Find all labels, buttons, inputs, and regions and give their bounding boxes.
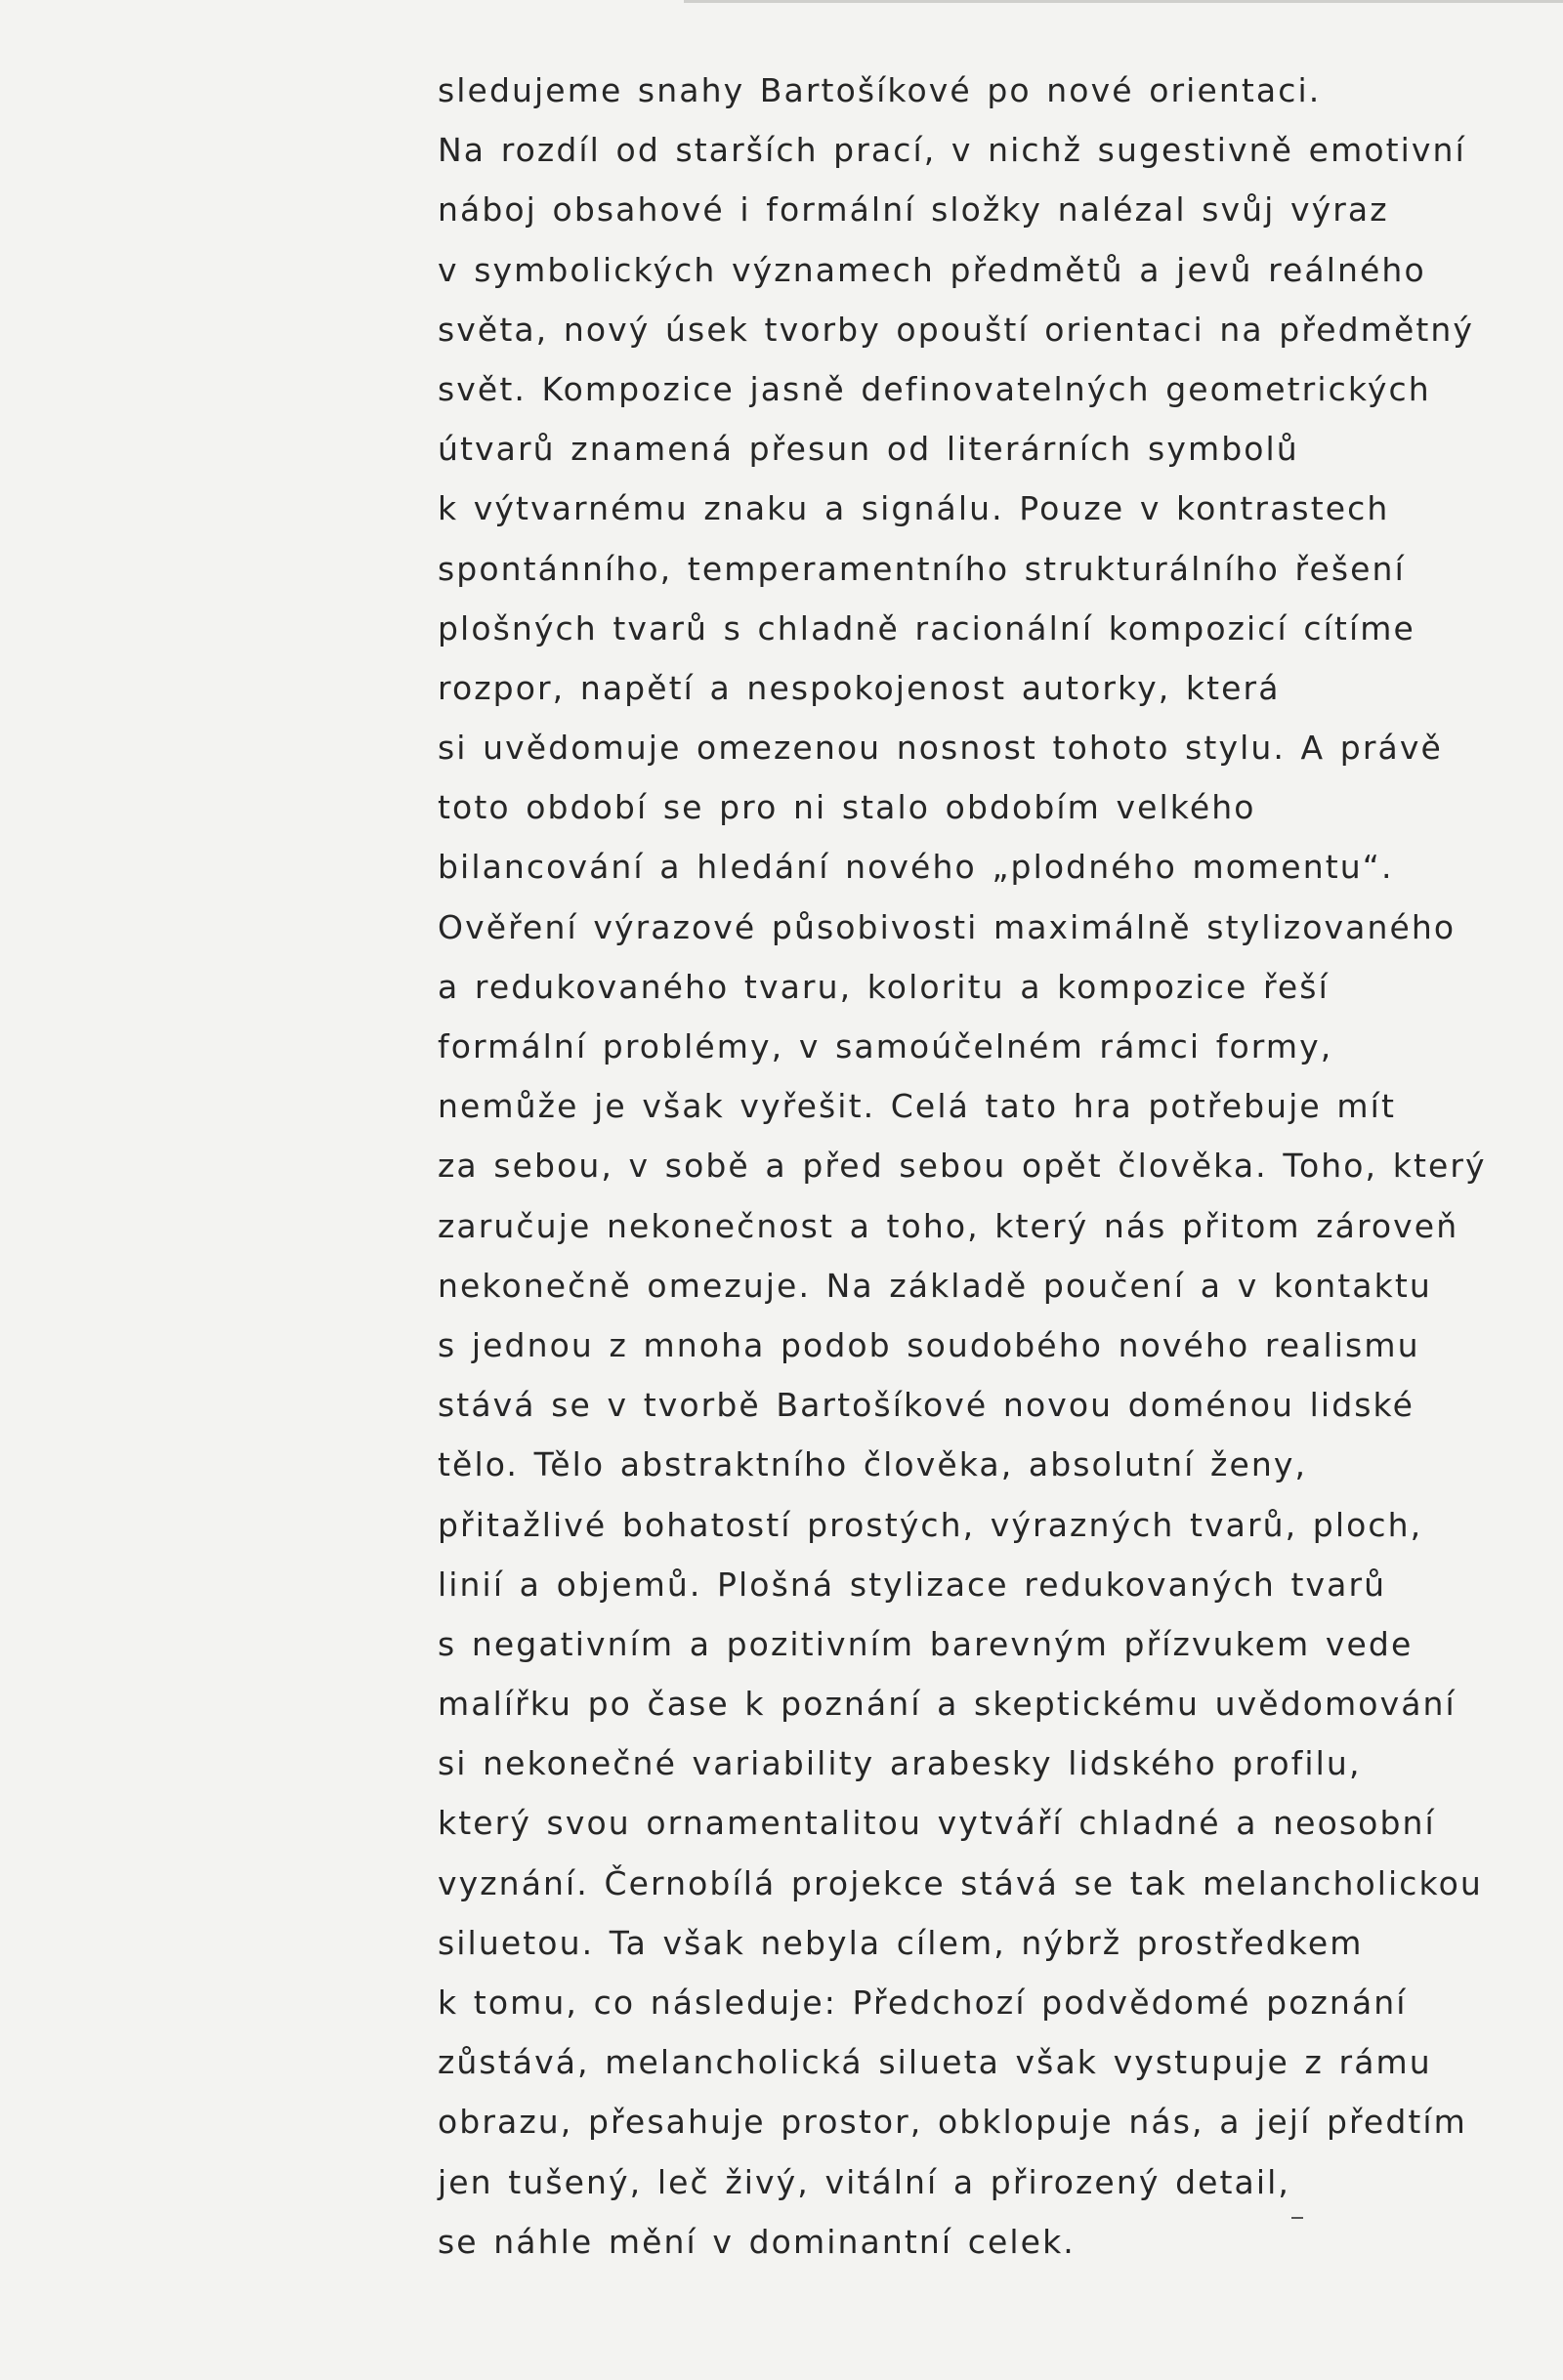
text-line: spontánního, temperamentního strukturálního řešení — [438, 549, 1406, 588]
text-line: s jednou z mnoha podob soudobého nového realismu — [438, 1325, 1420, 1364]
text-line: malířku po čase k poznání a skeptickému uvědomování — [438, 1685, 1457, 1724]
text-line: v symbolických významech předmětů a jevů reálného — [438, 250, 1426, 289]
text-line: přitažlivé bohatostí prostých, výrazných tvarů, ploch, — [438, 1505, 1423, 1544]
text-line: tělo. Tělo abstraktního člověka, absolutní ženy, — [438, 1445, 1308, 1484]
text-line: Na rozdíl od starších prací, v nichž sugestivně emotivní — [438, 131, 1466, 170]
text-line: plošných tvarů s chladně racionální kompozicí cítíme — [438, 608, 1415, 647]
text-line: toto období se pro ni stalo obdobím velkého — [438, 788, 1256, 827]
text-line: který svou ornamentalitou vytváří chladné a neosobní — [438, 1804, 1436, 1843]
text-line: siluetou. Ta však nebyla cílem, nýbrž prostředkem — [438, 1923, 1364, 1962]
text-line: formální problémy, v samoúčelném rámci formy, — [438, 1027, 1333, 1065]
text-line: si nekonečné variability arabesky lidského profilu, — [438, 1744, 1362, 1783]
text-line: za sebou, v sobě a před sebou opět člověka. Toho, který — [438, 1147, 1487, 1186]
text-line: jen tušený, leč živý, vitální a přirozený detail, — [438, 2162, 1291, 2201]
text-line: a redukovaného tvaru, koloritu a kompozice řeší — [438, 967, 1330, 1006]
text-line: sledujeme snahy Bartošíkové po nové orientaci. — [438, 71, 1322, 109]
text-line: Ověření výrazové působivosti maximálně stylizovaného — [438, 907, 1457, 946]
body-text — [438, 61, 1487, 2272]
text-line: si uvědomuje omezenou nosnost tohoto stylu. A právě — [438, 729, 1443, 768]
text-line: s negativním a pozitivním barevným přízvukem vede — [438, 1624, 1414, 1663]
text-line: linií a objemů. Plošná stylizace redukovaných tvarů — [438, 1565, 1387, 1604]
text-line: útvarů znamená přesun od literárních symbolů — [438, 430, 1299, 469]
text-line: náboj obsahové i formální složky nalézal svůj výraz — [438, 190, 1389, 230]
text-line: zaručuje nekonečnost a toho, který nás přitom zároveň — [438, 1206, 1459, 1245]
text-line: obrazu, přesahuje prostor, obklopuje nás, a její předtím — [438, 2103, 1467, 2142]
text-line: zůstává, melancholická silueta však vystupuje z rámu — [438, 2043, 1432, 2082]
top-edge-rule — [684, 0, 1563, 3]
text-line: se náhle mění v dominantní celek. — [438, 2222, 1076, 2261]
text-line: nekonečně omezuje. Na základě poučení a v kontaktu — [438, 1266, 1432, 1305]
text-line: nemůže je však vyřešit. Celá tato hra potřebuje mít — [438, 1087, 1396, 1126]
text-line: svět. Kompozice jasně definovatelných geometrických — [438, 369, 1431, 408]
text-line: rozpor, napětí a nespokojenost autorky, která — [438, 668, 1281, 707]
text-line: světa, nový úsek tvorby opouští orientaci na předmětný — [438, 310, 1475, 349]
text-line: k tomu, co následuje: Předchozí podvědomé poznání — [438, 1983, 1408, 2022]
text-line: bilancování a hledání nového „plodného momentu“. — [438, 848, 1394, 887]
text-line: k výtvarnému znaku a signálu. Pouze v kontrastech — [438, 489, 1390, 528]
text-line: stává se v tvorbě Bartošíkové novou doménou lidské — [438, 1386, 1415, 1425]
text-line: vyznání. Černobílá projekce stává se tak melancholickou — [438, 1863, 1483, 1902]
